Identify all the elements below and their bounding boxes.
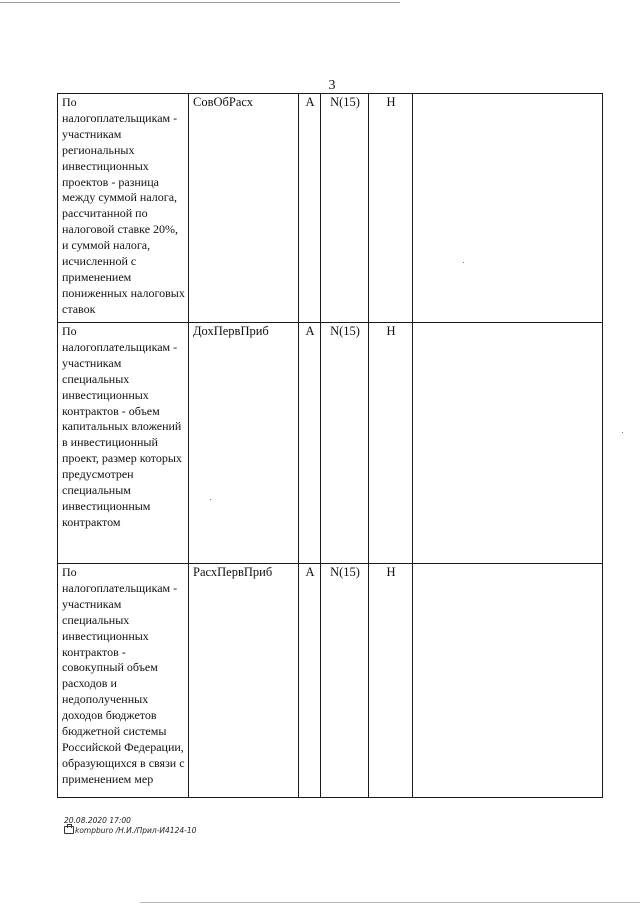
document-footer <box>64 816 196 836</box>
field-required: Н <box>369 564 413 798</box>
scan-speck <box>622 432 623 433</box>
field-type: А <box>299 94 321 323</box>
table-row <box>58 94 603 323</box>
field-type: А <box>299 323 321 564</box>
field-description: По налогоплательщикам - участникам специальных инвестиционных контрактов - объем капитальных вложений в инвестиционный проект, размер которых предусмотрен специальным инвестиционным контрактом <box>58 323 189 564</box>
scan-edge-bottom <box>140 902 640 903</box>
field-format: N(15) <box>321 94 369 323</box>
scan-speck <box>210 499 211 500</box>
table-row <box>58 323 603 564</box>
field-type: А <box>299 564 321 798</box>
field-code: РасхПервПриб <box>189 564 299 798</box>
page-number: 3 <box>328 78 336 93</box>
scan-speck <box>463 262 464 263</box>
field-code: ДохПервПриб <box>189 323 299 564</box>
field-required: Н <box>369 323 413 564</box>
requisites-table <box>57 93 603 798</box>
footer-author-text: kompburo /Н.И./Прил-И4124-10 <box>75 826 197 835</box>
field-description: По налогоплательщикам - участникам специальных инвестиционных контрактов - совокупный объем расходов и недополученных доходов бюджетов бюджетной системы Российской Федерации, образующихся в связи с применением мер <box>58 564 189 798</box>
field-code: СовОбРасх <box>189 94 299 323</box>
fax-icon <box>64 826 74 834</box>
field-note <box>413 94 603 323</box>
field-required: Н <box>369 94 413 323</box>
field-format: N(15) <box>321 564 369 798</box>
field-format: N(15) <box>321 323 369 564</box>
field-note <box>413 564 603 798</box>
field-note <box>413 323 603 564</box>
table-row <box>58 564 603 798</box>
footer-datetime: 20.08.2020 17:00 <box>64 816 131 825</box>
field-description: По налогоплательщикам - участникам региональных инвестиционных проектов - разница между суммой налога, рассчитанной по налоговой ставке 20%, и суммой налога, исчисленной с применением пониженных налоговых ставок <box>58 94 189 323</box>
footer-author-line <box>64 826 196 836</box>
scan-edge-top <box>0 2 400 3</box>
